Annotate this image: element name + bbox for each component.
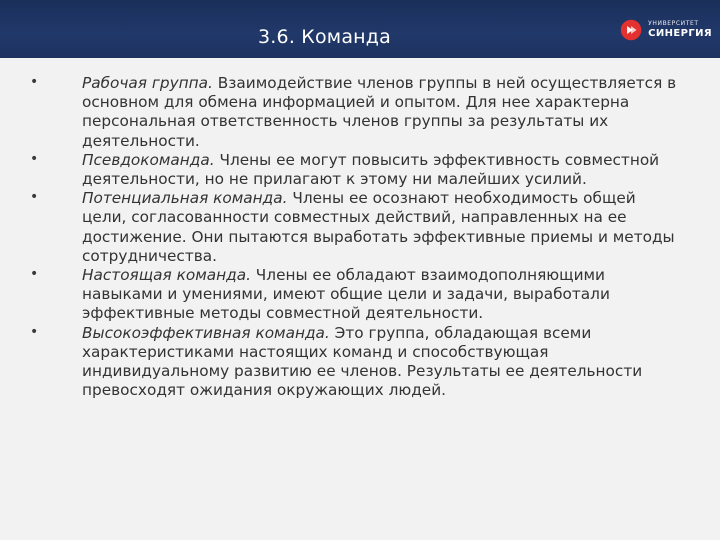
list-item <box>0 151 720 189</box>
bullet-icon: • <box>30 189 39 206</box>
item-term: Потенциальная команда. <box>82 189 288 208</box>
bullet-icon: • <box>30 150 39 167</box>
header-bar <box>0 0 720 58</box>
item-term: Настоящая команда. <box>82 266 251 285</box>
synergy-logo-icon <box>620 16 642 44</box>
item-text: Члены ее обладают взаимодополняющими навыками и умениями, имеют общие цели и задачи, выработали эффективные методы совместной деятельности. <box>82 266 610 323</box>
bullet-icon: • <box>30 266 39 283</box>
logo-name: СИНЕРГИЯ <box>648 28 712 39</box>
university-logo <box>620 15 712 45</box>
item-term: Псевдокоманда. <box>82 150 215 169</box>
item-term: Рабочая группа. <box>82 74 213 92</box>
list-item <box>0 74 720 151</box>
bullet-icon: • <box>30 323 39 340</box>
item-text: Члены ее осознают необходимость общей цели, согласованности совместных действий, направленных на ее достижение. Они пытаются выработать эффективные приемы и методы сотрудничества. <box>82 189 675 265</box>
list-item <box>0 189 720 266</box>
logo-caption: УНИВЕРСИТЕТ <box>648 20 699 27</box>
item-text: Взаимодействие членов группы в ней осуществляется в основном для обмена информацией и опытом. Для нее характерна персональная ответственность членов группы за результаты их деятельности. <box>82 74 677 150</box>
bullet-icon: • <box>30 74 39 90</box>
item-text: Члены ее могут повысить эффективность совместной деятельности, но не прилагают к этому ни малейших усилий. <box>82 150 660 189</box>
bullet-list <box>0 74 720 400</box>
slide-title: 3.6. Команда <box>258 26 391 48</box>
item-term: Высокоэффективная команда. <box>82 323 330 342</box>
list-item <box>0 266 720 324</box>
list-item <box>0 324 720 401</box>
item-text: Это группа, обладающая всеми характеристиками настоящих команд и способствующая индивидуальному развитию ее членов. Результаты ее деятельности превосходят ожидания окружающих людей. <box>82 323 643 400</box>
